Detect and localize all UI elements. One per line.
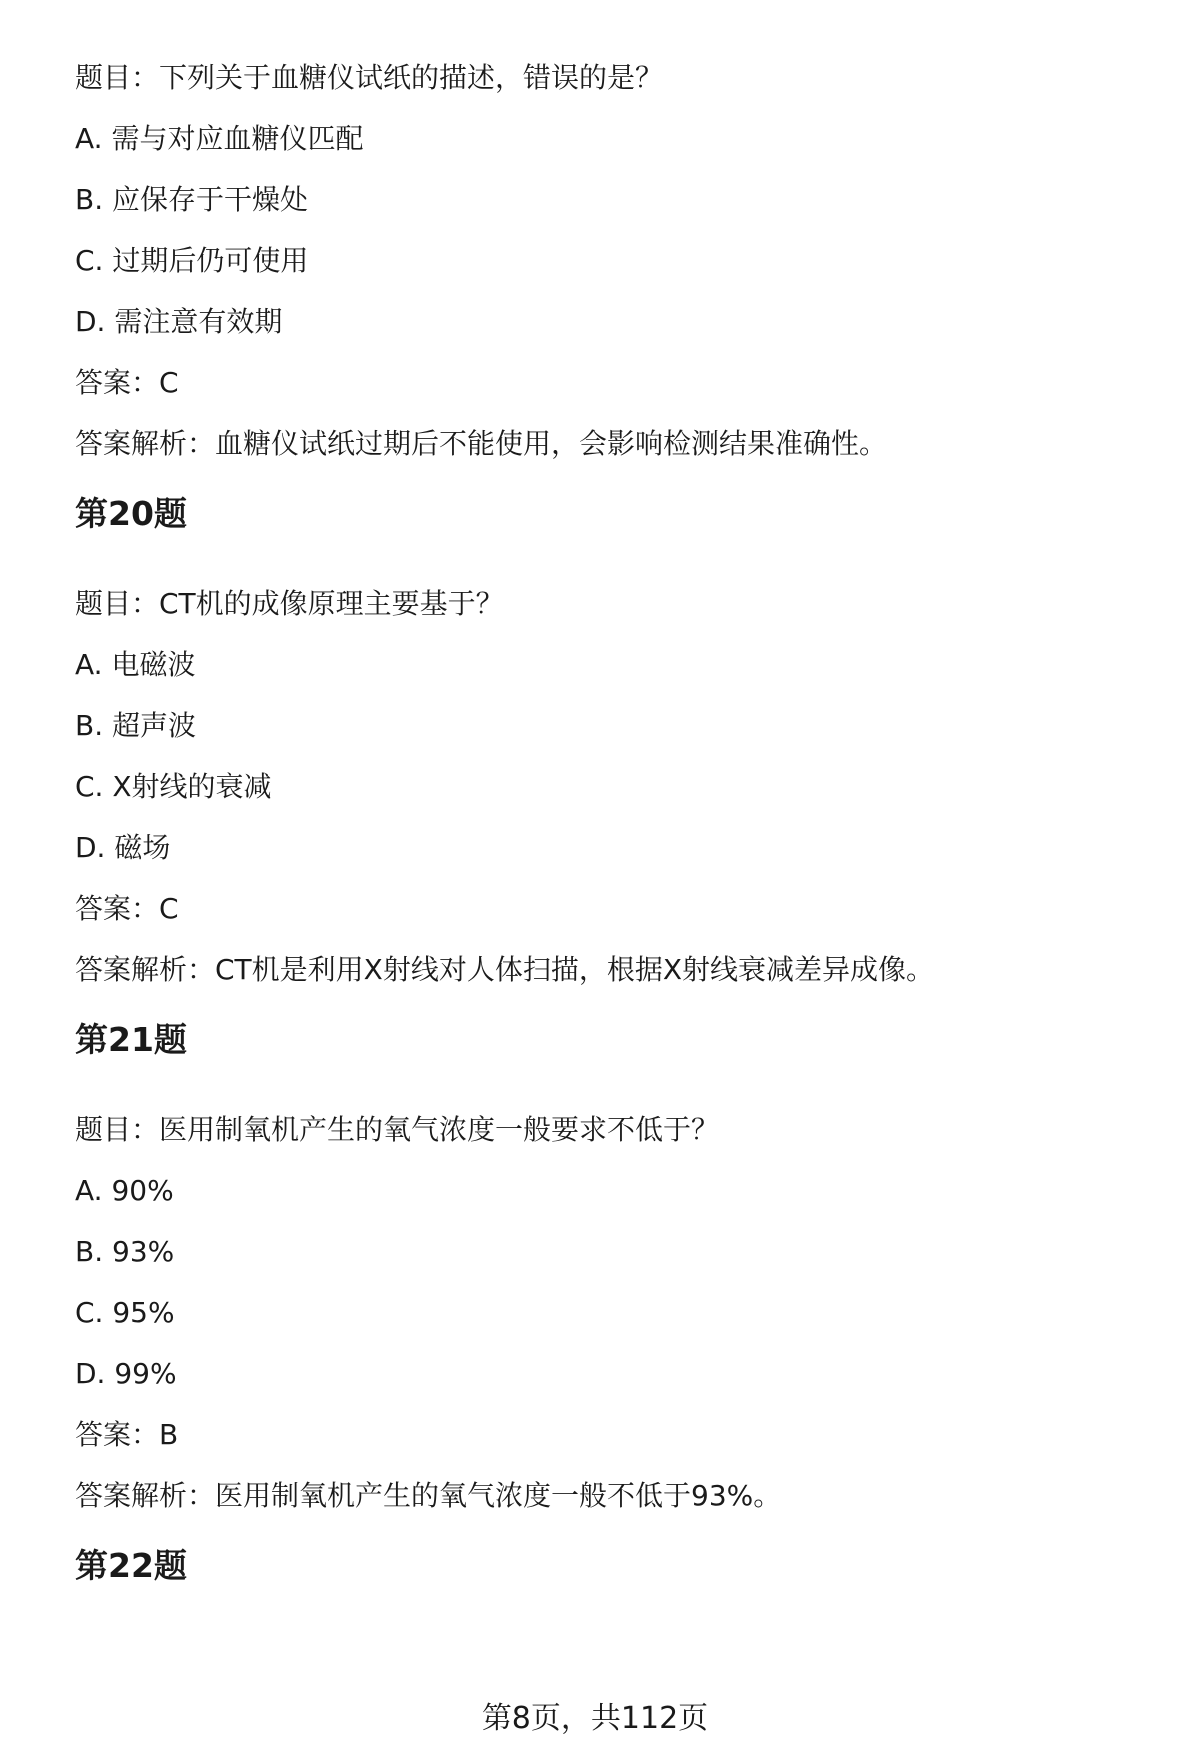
answer-analysis: 答案解析：CT机是利用X射线对人体扫描，根据X射线衰减差异成像。 [75,953,935,986]
answer-analysis: 答案解析：医用制氧机产生的氧气浓度一般不低于93%。 [75,1479,782,1512]
option-d: D. 磁场 [75,831,171,864]
page-number: 第8页，共112页 [481,1701,709,1736]
question-19 [75,62,1115,460]
question-heading: 第21题 [75,1020,187,1059]
option-d: D. 99% [75,1357,177,1390]
option-b: B. 应保存于干燥处 [75,183,309,216]
answer: 答案：C [75,366,179,399]
option-c: C. X射线的衰减 [75,770,272,803]
question-20 [75,494,1115,986]
option-a: A. 90% [75,1174,174,1207]
answer: 答案：C [75,892,179,925]
question-heading: 第22题 [75,1546,187,1585]
question-22 [75,1546,1115,1586]
question-heading: 第20题 [75,494,187,533]
option-c: C. 95% [75,1296,175,1329]
document-page [75,62,1115,1640]
option-d: D. 需注意有效期 [75,305,283,338]
option-a: A. 电磁波 [75,648,196,681]
question-stem: 题目：下列关于血糖仪试纸的描述，错误的是？ [75,61,664,94]
question-stem: 题目：医用制氧机产生的氧气浓度一般要求不低于？ [75,1113,720,1146]
question-stem: 题目：CT机的成像原理主要基于？ [75,587,504,620]
answer: 答案：B [75,1418,179,1451]
question-21 [75,1020,1115,1512]
answer-analysis: 答案解析：血糖仪试纸过期后不能使用，会影响检测结果准确性。 [75,427,888,460]
option-b: B. 93% [75,1235,175,1268]
option-b: B. 超声波 [75,709,197,742]
option-c: C. 过期后仍可使用 [75,244,309,277]
option-a: A. 需与对应血糖仪匹配 [75,122,364,155]
